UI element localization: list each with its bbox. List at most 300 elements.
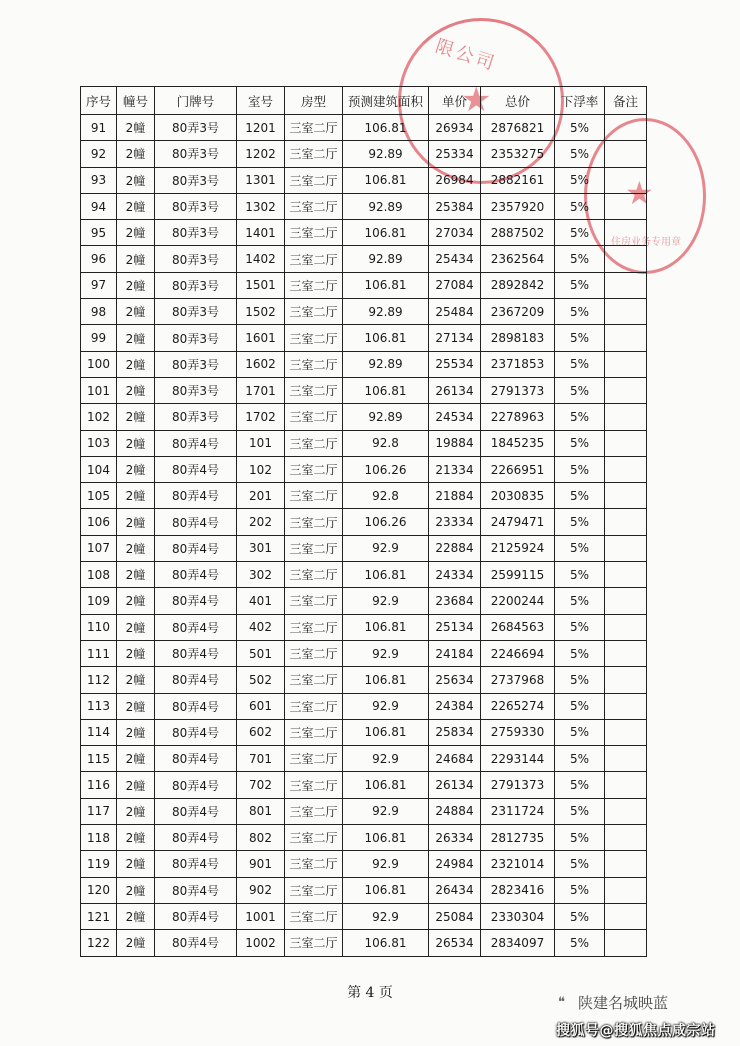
table-cell: 三室二厅 xyxy=(285,167,343,193)
table-cell: 24684 xyxy=(429,746,481,772)
table-cell: 5% xyxy=(555,246,605,272)
table-cell: 106.81 xyxy=(343,325,429,351)
column-header: 单价 xyxy=(429,87,481,115)
table-row xyxy=(81,562,647,588)
table-cell: 1845235 xyxy=(481,430,555,456)
column-header: 室号 xyxy=(237,87,285,115)
table-cell: 5% xyxy=(555,746,605,772)
table-cell xyxy=(605,851,647,877)
table-cell xyxy=(605,562,647,588)
table-cell xyxy=(605,509,647,535)
table-row xyxy=(81,535,647,561)
table-cell: 5% xyxy=(555,562,605,588)
table-body xyxy=(81,115,647,957)
table-cell: 25434 xyxy=(429,246,481,272)
table-cell: 80弄4号 xyxy=(155,640,237,666)
table-cell: 三室二厅 xyxy=(285,719,343,745)
table-cell: 103 xyxy=(81,430,117,456)
table-cell: 112 xyxy=(81,667,117,693)
table-cell: 2293144 xyxy=(481,746,555,772)
table-cell: 三室二厅 xyxy=(285,851,343,877)
table-cell xyxy=(605,877,647,903)
table-cell: 25534 xyxy=(429,351,481,377)
table-cell: 三室二厅 xyxy=(285,351,343,377)
table-cell: 1301 xyxy=(237,167,285,193)
table-cell: 5% xyxy=(555,614,605,640)
table-cell: 102 xyxy=(81,404,117,430)
table-cell: 5% xyxy=(555,509,605,535)
table-cell: 三室二厅 xyxy=(285,535,343,561)
table-cell: 80弄4号 xyxy=(155,877,237,903)
table-row xyxy=(81,877,647,903)
table-row xyxy=(81,903,647,929)
table-cell: 2幢 xyxy=(117,588,155,614)
table-cell: 601 xyxy=(237,693,285,719)
table-cell: 2876821 xyxy=(481,115,555,141)
table-cell: 80弄4号 xyxy=(155,851,237,877)
table-cell: 5% xyxy=(555,877,605,903)
table-cell: 三室二厅 xyxy=(285,141,343,167)
table-row xyxy=(81,772,647,798)
table-cell: 2812735 xyxy=(481,825,555,851)
table-cell: 401 xyxy=(237,588,285,614)
table-cell xyxy=(605,404,647,430)
seal-text: 住房业务专用章 xyxy=(611,237,681,248)
table-cell: 5% xyxy=(555,272,605,298)
table-row xyxy=(81,851,647,877)
table-cell: 1002 xyxy=(237,930,285,956)
table-cell: 三室二厅 xyxy=(285,456,343,482)
table-cell: 5% xyxy=(555,772,605,798)
table-cell: 94 xyxy=(81,193,117,219)
table-row xyxy=(81,115,647,141)
table-cell: 21334 xyxy=(429,456,481,482)
table-cell: 26134 xyxy=(429,772,481,798)
table-cell: 24984 xyxy=(429,851,481,877)
table-cell: 118 xyxy=(81,825,117,851)
table-cell: 三室二厅 xyxy=(285,377,343,403)
table-row xyxy=(81,640,647,666)
table-cell: 2834097 xyxy=(481,930,555,956)
table-row xyxy=(81,588,647,614)
table-cell: 106.81 xyxy=(343,772,429,798)
table-cell: 107 xyxy=(81,535,117,561)
table-cell: 2幢 xyxy=(117,719,155,745)
table-cell: 三室二厅 xyxy=(285,825,343,851)
table-cell: 1502 xyxy=(237,299,285,325)
table-cell: 98 xyxy=(81,299,117,325)
table-row xyxy=(81,667,647,693)
table-row xyxy=(81,272,647,298)
table-cell: 201 xyxy=(237,483,285,509)
table-cell: 2幢 xyxy=(117,220,155,246)
table-cell xyxy=(605,377,647,403)
table-cell: 2幢 xyxy=(117,877,155,903)
table-cell xyxy=(605,272,647,298)
table-cell: 80弄3号 xyxy=(155,404,237,430)
table-cell: 1302 xyxy=(237,193,285,219)
table-cell: 2357920 xyxy=(481,193,555,219)
column-header: 房型 xyxy=(285,87,343,115)
table-cell: 80弄3号 xyxy=(155,351,237,377)
table-cell xyxy=(605,430,647,456)
table-cell: 2362564 xyxy=(481,246,555,272)
table-cell: 80弄4号 xyxy=(155,719,237,745)
table-cell: 5% xyxy=(555,351,605,377)
table-cell xyxy=(605,141,647,167)
table-cell: 106.81 xyxy=(343,719,429,745)
table-cell: 25334 xyxy=(429,141,481,167)
table-cell: 2737968 xyxy=(481,667,555,693)
table-cell: 2幢 xyxy=(117,930,155,956)
table-cell: 2幢 xyxy=(117,746,155,772)
table-cell: 23684 xyxy=(429,588,481,614)
table-row xyxy=(81,614,647,640)
table-cell xyxy=(605,667,647,693)
table-cell: 三室二厅 xyxy=(285,614,343,640)
table-cell xyxy=(605,483,647,509)
table-cell: 三室二厅 xyxy=(285,640,343,666)
table-cell: 2330304 xyxy=(481,903,555,929)
table-cell: 91 xyxy=(81,115,117,141)
table-cell: 2幢 xyxy=(117,903,155,929)
table-cell: 106.81 xyxy=(343,877,429,903)
table-cell xyxy=(605,930,647,956)
table-cell: 25484 xyxy=(429,299,481,325)
table-cell: 99 xyxy=(81,325,117,351)
table-cell: 106.81 xyxy=(343,377,429,403)
table-cell: 5% xyxy=(555,535,605,561)
table-cell: 三室二厅 xyxy=(285,693,343,719)
table-cell: 26434 xyxy=(429,877,481,903)
table-cell: 三室二厅 xyxy=(285,325,343,351)
wechat-quote-icon: ❝ xyxy=(558,995,565,1010)
table-cell: 2幢 xyxy=(117,456,155,482)
table-cell: 三室二厅 xyxy=(285,404,343,430)
table-cell xyxy=(605,167,647,193)
table-cell: 80弄4号 xyxy=(155,746,237,772)
table-cell: 5% xyxy=(555,483,605,509)
table-cell: 1501 xyxy=(237,272,285,298)
table-cell: 80弄4号 xyxy=(155,535,237,561)
table-row xyxy=(81,193,647,219)
table-cell: 2幢 xyxy=(117,535,155,561)
table-cell: 5% xyxy=(555,719,605,745)
table-cell: 80弄3号 xyxy=(155,167,237,193)
table-cell: 96 xyxy=(81,246,117,272)
table-cell: 114 xyxy=(81,719,117,745)
table-cell: 三室二厅 xyxy=(285,193,343,219)
table-cell xyxy=(605,193,647,219)
table-cell: 106.81 xyxy=(343,930,429,956)
table-cell: 80弄3号 xyxy=(155,220,237,246)
table-cell: 三室二厅 xyxy=(285,115,343,141)
table-row xyxy=(81,509,647,535)
seal-text: 限公司 xyxy=(432,35,500,76)
table-cell: 23334 xyxy=(429,509,481,535)
table-cell: 2882161 xyxy=(481,167,555,193)
column-header: 幢号 xyxy=(117,87,155,115)
table-cell: 80弄3号 xyxy=(155,299,237,325)
table-cell: 19884 xyxy=(429,430,481,456)
table-cell: 1402 xyxy=(237,246,285,272)
table-cell: 2892842 xyxy=(481,272,555,298)
table-cell: 5% xyxy=(555,851,605,877)
table-cell: 5% xyxy=(555,404,605,430)
table-cell: 2幢 xyxy=(117,167,155,193)
table-cell: 92.9 xyxy=(343,588,429,614)
table-cell: 2030835 xyxy=(481,483,555,509)
table-cell: 80弄3号 xyxy=(155,325,237,351)
table-row xyxy=(81,220,647,246)
table-row xyxy=(81,456,647,482)
table-cell: 三室二厅 xyxy=(285,483,343,509)
page-number: 第 4 页 xyxy=(347,985,393,1001)
table-cell: 402 xyxy=(237,614,285,640)
table-cell: 2幢 xyxy=(117,640,155,666)
table-cell: 92.9 xyxy=(343,693,429,719)
table-cell: 93 xyxy=(81,167,117,193)
table-cell: 26984 xyxy=(429,167,481,193)
table-cell: 80弄4号 xyxy=(155,798,237,824)
table-cell: 2幢 xyxy=(117,825,155,851)
table-cell: 26534 xyxy=(429,930,481,956)
table-row xyxy=(81,825,647,851)
table-row xyxy=(81,377,647,403)
table-cell: 2200244 xyxy=(481,588,555,614)
table-cell: 92.8 xyxy=(343,483,429,509)
table-cell: 2幢 xyxy=(117,325,155,351)
table-cell xyxy=(605,299,647,325)
table-cell: 2353275 xyxy=(481,141,555,167)
table-cell: 26134 xyxy=(429,377,481,403)
table-cell: 25134 xyxy=(429,614,481,640)
table-cell: 119 xyxy=(81,851,117,877)
table-cell: 92.89 xyxy=(343,404,429,430)
table-cell: 202 xyxy=(237,509,285,535)
table-cell: 2幢 xyxy=(117,483,155,509)
table-cell xyxy=(605,614,647,640)
table-cell: 106.81 xyxy=(343,667,429,693)
table-cell: 2幢 xyxy=(117,851,155,877)
table-cell xyxy=(605,220,647,246)
table-cell: 三室二厅 xyxy=(285,272,343,298)
table-cell xyxy=(605,719,647,745)
table-cell: 602 xyxy=(237,719,285,745)
table-cell: 92.9 xyxy=(343,746,429,772)
table-cell: 115 xyxy=(81,746,117,772)
table-cell: 92.89 xyxy=(343,299,429,325)
table-cell: 92.9 xyxy=(343,535,429,561)
table-cell: 5% xyxy=(555,930,605,956)
table-cell: 80弄4号 xyxy=(155,667,237,693)
table-cell: 106.81 xyxy=(343,220,429,246)
table-cell: 2幢 xyxy=(117,772,155,798)
table-cell: 25384 xyxy=(429,193,481,219)
table-cell xyxy=(605,351,647,377)
table-cell: 80弄4号 xyxy=(155,483,237,509)
table-cell: 2125924 xyxy=(481,535,555,561)
table-cell: 80弄3号 xyxy=(155,141,237,167)
table-cell: 25084 xyxy=(429,903,481,929)
table-cell: 2幢 xyxy=(117,562,155,588)
table-cell: 三室二厅 xyxy=(285,430,343,456)
table-cell xyxy=(605,325,647,351)
table-cell: 5% xyxy=(555,430,605,456)
table-cell: 2幢 xyxy=(117,351,155,377)
table-cell: 27084 xyxy=(429,272,481,298)
table-cell: 106.81 xyxy=(343,167,429,193)
table-cell: 三室二厅 xyxy=(285,299,343,325)
table-cell: 2599115 xyxy=(481,562,555,588)
table-cell: 92.89 xyxy=(343,141,429,167)
table-row xyxy=(81,930,647,956)
table-cell: 2266951 xyxy=(481,456,555,482)
table-cell: 5% xyxy=(555,640,605,666)
table-cell: 2887502 xyxy=(481,220,555,246)
table-cell: 1001 xyxy=(237,903,285,929)
table-cell: 802 xyxy=(237,825,285,851)
table-cell: 80弄4号 xyxy=(155,903,237,929)
table-cell xyxy=(605,456,647,482)
table-row xyxy=(81,746,647,772)
table-cell: 24384 xyxy=(429,693,481,719)
table-cell: 24334 xyxy=(429,562,481,588)
table-cell: 106.81 xyxy=(343,614,429,640)
table-cell: 80弄4号 xyxy=(155,588,237,614)
table-cell: 2791373 xyxy=(481,377,555,403)
table-cell: 302 xyxy=(237,562,285,588)
table-cell: 95 xyxy=(81,220,117,246)
table-cell xyxy=(605,535,647,561)
table-cell: 92.9 xyxy=(343,798,429,824)
table-cell: 92.89 xyxy=(343,193,429,219)
table-cell: 三室二厅 xyxy=(285,903,343,929)
table-cell: 三室二厅 xyxy=(285,877,343,903)
table-cell: 22884 xyxy=(429,535,481,561)
table-row xyxy=(81,246,647,272)
price-table xyxy=(80,86,647,957)
table-cell: 1602 xyxy=(237,351,285,377)
table-cell: 106.26 xyxy=(343,456,429,482)
table-cell: 1701 xyxy=(237,377,285,403)
table-cell: 5% xyxy=(555,299,605,325)
table-cell: 301 xyxy=(237,535,285,561)
table-cell: 1401 xyxy=(237,220,285,246)
table-cell: 111 xyxy=(81,640,117,666)
table-cell xyxy=(605,746,647,772)
table-cell: 702 xyxy=(237,772,285,798)
table-cell: 2479471 xyxy=(481,509,555,535)
table-cell: 2278963 xyxy=(481,404,555,430)
table-cell: 5% xyxy=(555,798,605,824)
table-cell: 116 xyxy=(81,772,117,798)
table-cell: 2幢 xyxy=(117,404,155,430)
table-cell: 101 xyxy=(237,430,285,456)
table-cell: 80弄3号 xyxy=(155,272,237,298)
table-cell: 三室二厅 xyxy=(285,588,343,614)
table-cell: 92.9 xyxy=(343,640,429,666)
table-cell: 108 xyxy=(81,562,117,588)
table-cell: 5% xyxy=(555,193,605,219)
table-cell: 27134 xyxy=(429,325,481,351)
table-cell: 2367209 xyxy=(481,299,555,325)
table-cell: 106.81 xyxy=(343,562,429,588)
column-header: 总价 xyxy=(481,87,555,115)
table-cell: 1702 xyxy=(237,404,285,430)
table-row xyxy=(81,167,647,193)
table-cell: 2265274 xyxy=(481,693,555,719)
table-cell: 2幢 xyxy=(117,693,155,719)
table-cell: 1201 xyxy=(237,115,285,141)
column-header: 备注 xyxy=(605,87,647,115)
table-cell: 25834 xyxy=(429,719,481,745)
table-cell: 三室二厅 xyxy=(285,509,343,535)
table-cell: 105 xyxy=(81,483,117,509)
table-cell: 502 xyxy=(237,667,285,693)
table-cell: 106 xyxy=(81,509,117,535)
table-cell: 三室二厅 xyxy=(285,798,343,824)
table-cell: 2311724 xyxy=(481,798,555,824)
table-cell: 92.8 xyxy=(343,430,429,456)
table-cell xyxy=(605,798,647,824)
table-cell: 92.89 xyxy=(343,246,429,272)
table-cell: 三室二厅 xyxy=(285,562,343,588)
table-cell: 5% xyxy=(555,693,605,719)
table-cell: 2321014 xyxy=(481,851,555,877)
table-cell xyxy=(605,588,647,614)
table-cell: 5% xyxy=(555,903,605,929)
table-cell: 2幢 xyxy=(117,115,155,141)
table-cell: 120 xyxy=(81,877,117,903)
table-cell: 80弄4号 xyxy=(155,562,237,588)
table-cell: 92.9 xyxy=(343,851,429,877)
table-cell: 2幢 xyxy=(117,141,155,167)
table-cell: 5% xyxy=(555,325,605,351)
table-cell xyxy=(605,115,647,141)
table-cell: 2幢 xyxy=(117,614,155,640)
table-cell: 80弄4号 xyxy=(155,930,237,956)
table-cell: 92.89 xyxy=(343,351,429,377)
table-cell: 2823416 xyxy=(481,877,555,903)
table-cell: 92.9 xyxy=(343,903,429,929)
table-cell: 80弄4号 xyxy=(155,509,237,535)
table-cell: 24184 xyxy=(429,640,481,666)
table-cell: 三室二厅 xyxy=(285,772,343,798)
table-cell: 5% xyxy=(555,667,605,693)
table-cell: 2幢 xyxy=(117,798,155,824)
table-row xyxy=(81,351,647,377)
column-header: 门牌号 xyxy=(155,87,237,115)
table-cell: 901 xyxy=(237,851,285,877)
table-cell: 80弄4号 xyxy=(155,693,237,719)
table-cell: 三室二厅 xyxy=(285,220,343,246)
table-row xyxy=(81,325,647,351)
table-cell: 1202 xyxy=(237,141,285,167)
table-cell: 2684563 xyxy=(481,614,555,640)
table-row xyxy=(81,141,647,167)
table-cell xyxy=(605,693,647,719)
table-cell: 5% xyxy=(555,456,605,482)
table-cell: 102 xyxy=(237,456,285,482)
table-cell: 5% xyxy=(555,220,605,246)
table-cell: 2371853 xyxy=(481,351,555,377)
table-cell: 5% xyxy=(555,588,605,614)
table-cell: 21884 xyxy=(429,483,481,509)
table-cell: 5% xyxy=(555,377,605,403)
table-cell: 2幢 xyxy=(117,272,155,298)
table-cell: 92 xyxy=(81,141,117,167)
